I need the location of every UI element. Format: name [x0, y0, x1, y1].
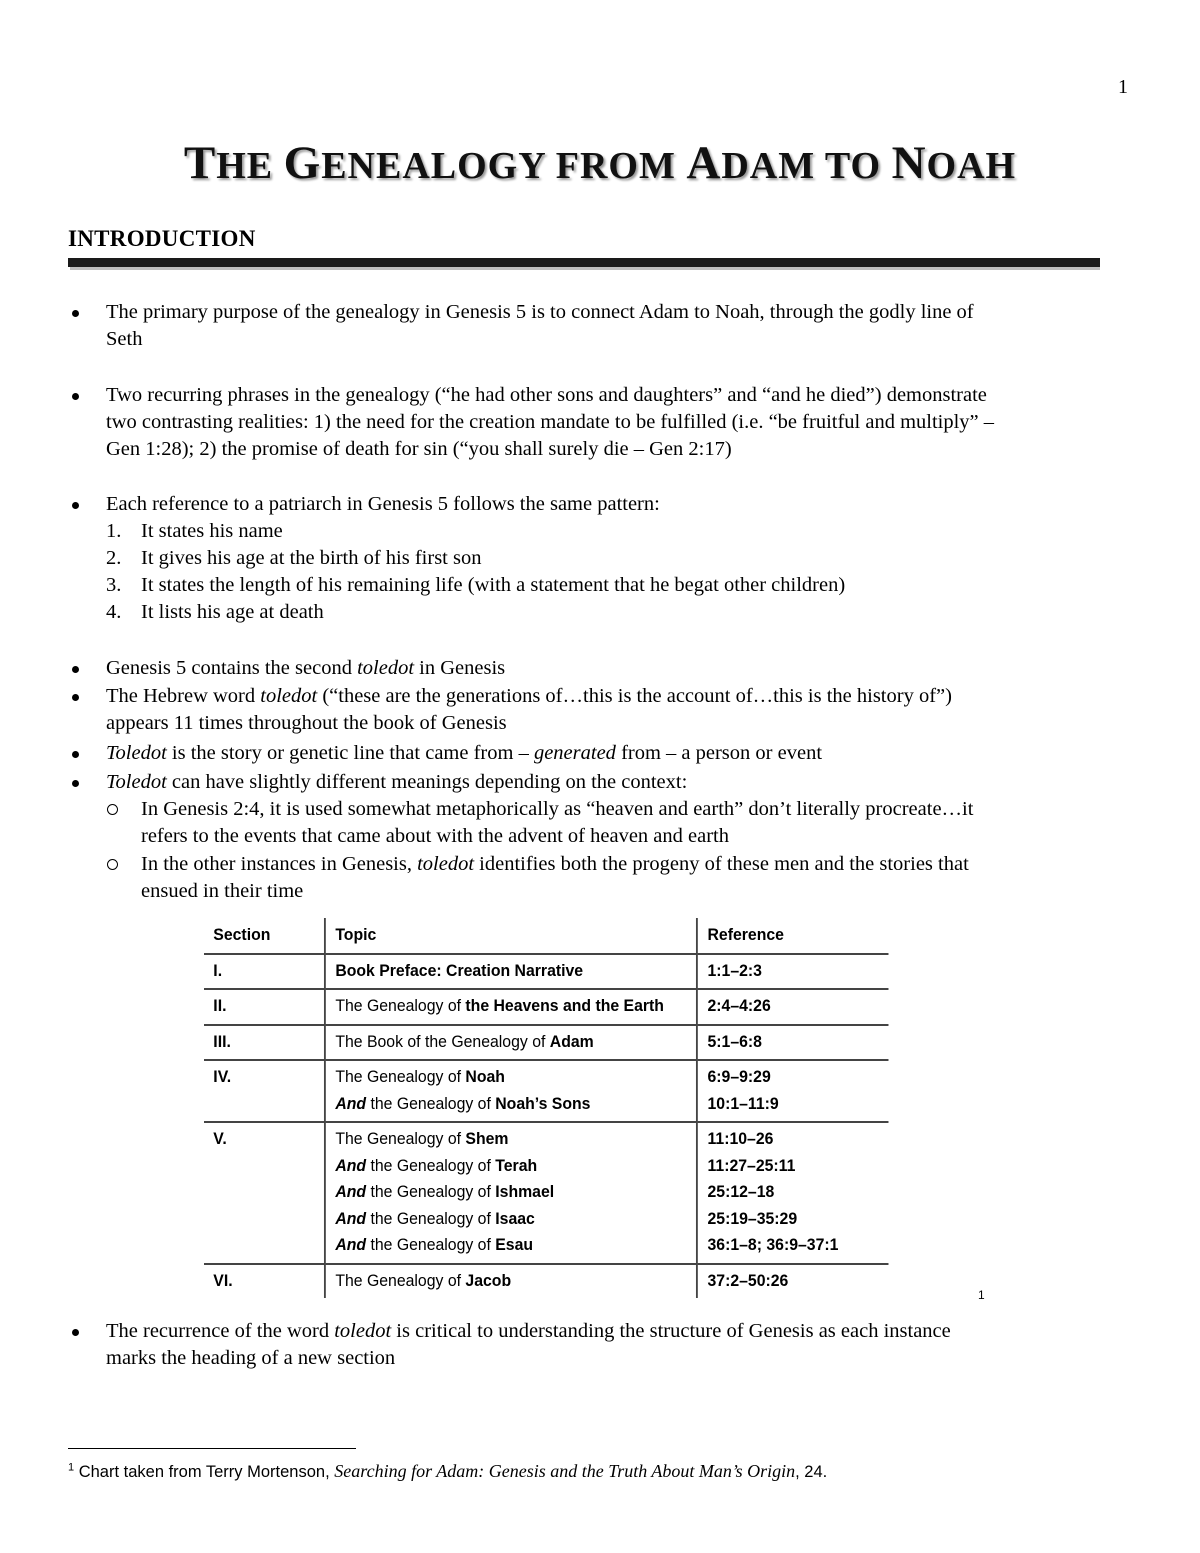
bullet-meanings: Toledot can have slightly different meanings depending on the context:: [0, 769, 1140, 796]
numbered-item: 4. It lists his age at death: [106, 601, 324, 623]
bullet-purpose: [0, 299, 1200, 353]
section-heading: INTRODUCTION: [68, 226, 256, 251]
title-word: THE: [183, 137, 284, 189]
bullet-hebrew-word: The Hebrew word toledot (“these are the generations of…this is the account of…this is the history of”) appears 11 times throughout the book of Genesis: [0, 683, 1140, 737]
circle-bullet-icon: [107, 804, 118, 815]
table-header-row: [204, 918, 888, 954]
table-row: [204, 1264, 888, 1299]
sub-bullet: In the other instances in Genesis, toledot identifies both the progeny of these men and the stories that ensued in their time: [0, 851, 1140, 905]
bullet-story: Toledot is the story or genetic line that came from – generated from – a person or event: [0, 740, 1140, 767]
bullet-icon: [72, 694, 79, 701]
bullet-icon: [72, 310, 79, 317]
footnote-number: 1: [68, 1461, 75, 1474]
table-row: [204, 1060, 888, 1122]
topic-cell: The Book of the Genealogy of Adam: [325, 1025, 697, 1061]
footnote: $^1$ Chart taken from Terry Mortenson, Searching for Adam: Genesis and the Truth About Man’s Origin, 24.: [68, 1461, 828, 1481]
document-title: [0, 136, 1200, 190]
numbered-item: 3. It states the length of his remaining life (with a statement that he begat other children): [106, 574, 846, 596]
heading-rule: [68, 258, 1100, 267]
sub-bullet: In Genesis 2:4, it is used somewhat metaphorically as “heaven and earth” don’t literally procreate…it refers to the events that came about with the advent of heaven and earth: [0, 796, 1140, 850]
bullet-icon: [72, 502, 79, 509]
column-header-section: Section: [204, 918, 325, 954]
bullet-text: The primary purpose of the genealogy in Genesis 5 is to connect Adam to Noah, through the godly line of: [106, 301, 974, 323]
toledot-table: [204, 918, 888, 1298]
bullet-pattern: [0, 491, 1200, 626]
bullet-text: Two recurring phrases in the genealogy (“he had other sons and daughters” and “and he died”) demonstrate: [106, 384, 987, 406]
column-header-reference: Reference: [697, 918, 888, 954]
circle-bullet-icon: [107, 859, 118, 870]
title-word: ADAM TO: [686, 137, 892, 189]
reference-cell: 2:4–4:26: [697, 989, 888, 1025]
title-word: GENEALOGY FROM: [283, 137, 687, 189]
table-row: [204, 954, 888, 990]
section-cell: II.: [204, 989, 325, 1025]
bullet-icon: [72, 393, 79, 400]
section-cell: I.: [204, 954, 325, 990]
numbered-item: 2. It gives his age at the birth of his first son: [106, 547, 482, 569]
bullet-icon: [72, 751, 79, 758]
footnote-separator: [68, 1448, 356, 1449]
topic-cell: The Genealogy of the Heavens and the Earth: [325, 989, 697, 1025]
topic-cell: Book Preface: Creation Narrative: [325, 954, 697, 990]
table-row: [204, 1122, 888, 1264]
table-footnote-marker[interactable]: 1: [978, 1288, 985, 1302]
reference-cell: 5:1–6:8: [697, 1025, 888, 1061]
reference-cell: 11:10–26 11:27–25:11 25:12–18 25:19–35:29 36:1–8; 36:9–37:1: [697, 1122, 888, 1264]
topic-cell: The Genealogy of Jacob: [325, 1264, 697, 1299]
bullet-second-toledot: Genesis 5 contains the second toledot in Genesis: [0, 655, 1140, 682]
section-cell: V.: [204, 1122, 325, 1264]
bullet-icon: [72, 666, 79, 673]
table-row: [204, 1025, 888, 1061]
section-cell: IV.: [204, 1060, 325, 1122]
section-cell: III.: [204, 1025, 325, 1061]
section-cell: VI.: [204, 1264, 325, 1299]
bullet-group-toledot: [0, 655, 1200, 905]
reference-cell: 1:1–2:3: [697, 954, 888, 990]
bullet-recurrence: The recurrence of the word toledot is critical to understanding the structure of Genesis as each instance marks the heading of a new section: [0, 1318, 1200, 1372]
numbered-item: 1. It states his name: [106, 520, 283, 542]
bullet-text: Gen 1:28); 2) the promise of death for sin (“you shall surely die – Gen 2:17): [106, 438, 732, 460]
column-header-topic: Topic: [325, 918, 697, 954]
page-number: 1: [1118, 76, 1128, 98]
bullet-text: two contrasting realities: 1) the need for the creation mandate to be fulfilled (i.e. “be fruitful and multiply” –: [106, 411, 995, 433]
bullet-text: Seth: [106, 328, 143, 350]
title-word: NOAH: [891, 137, 1017, 189]
bullet-text: Each reference to a patriarch in Genesis 5 follows the same pattern:: [106, 493, 660, 515]
table-row: [204, 989, 888, 1025]
footnote-book-title: Searching for Adam: Genesis and the Truth About Man’s Origin: [334, 1461, 796, 1481]
bullet-phrases: [0, 382, 1200, 463]
bullet-icon: [72, 780, 79, 787]
bullet-icon: [72, 1329, 79, 1336]
topic-cell: The Genealogy of Noah And the Genealogy of Noah’s Sons: [325, 1060, 697, 1122]
heading-rule-shadow: [70, 267, 1100, 270]
reference-cell: 37:2–50:26: [707, 1270, 789, 1290]
topic-cell: The Genealogy of Shem And the Genealogy of Terah And the Genealogy of Ishmael And the Genealogy of Isaac And the Genealogy of Esau: [325, 1122, 697, 1264]
reference-cell: 6:9–9:29 10:1–11:9: [697, 1060, 888, 1122]
